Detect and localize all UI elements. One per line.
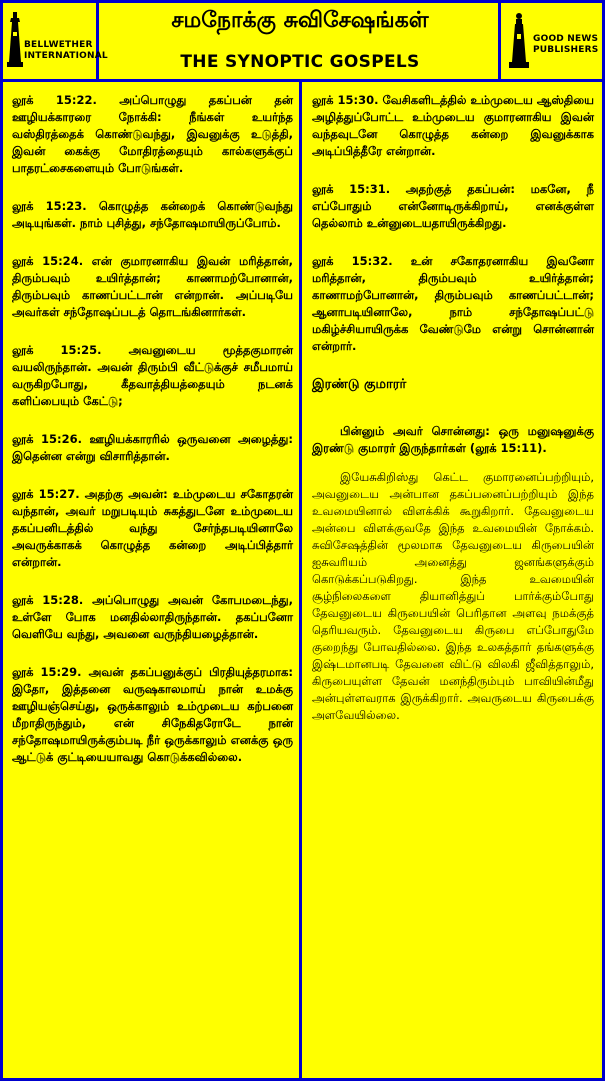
- page-title-tamil: சமநோக்கு சுவிசேஷங்கள்: [171, 8, 429, 33]
- verse-paragraph: லூக் 15:31. அதற்குத் தகப்பன்: மகனே, நீ எப்போதும் என்னோடிருக்கிறாய், எனக்குள்ள தெல்லாம் உன்னுடையதாயிருக்கிறது.: [312, 182, 594, 230]
- verse-paragraph: லூக் 15:29. அவன் தகப்பனுக்குப் பிரதியுத்தரமாக: இதோ, இத்தனை வருஷகாலமாய் நான் உமக்கு ஊழியஞ்செய்து, ஒருக்காலும் உம்முடைய கற்பனை மீறாதிருந்தும், என் சிநேகிதரோடே நான் சந்தோஷமாயிருக்கும்படி நீர் ஒருக்காலும் எனக்கு ஒரு ஆட்டுக் குட்டியையாவது கொடுக்கவில்லை.: [12, 665, 293, 764]
- verse-paragraph: லூக் 15:24. என் குமாரனாகிய இவன் மரித்தான், திரும்பவும் உயிர்த்தான்; காணாமற்போனான், திரும்பவும் காணப்பட்டான் என்றான். அப்படியே அவர்கள் சந்தோஷப்படத் தொடங்கினார்கள்.: [12, 254, 293, 319]
- page-title-english: THE SYNOPTIC GOSPELS: [180, 52, 420, 72]
- header-divider: [0, 79, 605, 82]
- section-heading: இரண்டு குமாரர்: [312, 377, 407, 392]
- verse-paragraph: லூக் 15:26. ஊழியக்காரரில் ஒருவனை அழைத்து: இதென்ன என்று விசாரித்தான்.: [12, 432, 293, 463]
- logo-left-line-2: INTERNATIONAL: [24, 51, 108, 61]
- lighthouse-icon: [507, 12, 531, 72]
- verse-paragraph: லூக் 15:32. உன் சகோதரனாகிய இவனோ மரித்தான், திரும்பவும் உயிர்த்தான்; காணாமற்போனான், திரும்பவும் காணப்பட்டான்; ஆனாபடியினாலே, நாம் சந்தோஷப்பட்டு மகிழ்ச்சியாயிருக்க வேண்டுமே என்று சொன்னான் என்றார்.: [312, 254, 594, 353]
- logo-left-line-1: BELLWETHER: [24, 40, 93, 50]
- top-border: [0, 0, 605, 3]
- bellwether-logo: [4, 6, 108, 74]
- commentary-paragraph: இயேசுகிறிஸ்து கெட்ட குமாரனைப்பற்றியும், அவனுடைய அன்பான தகப்பனைப்பற்றியும் இந்த உவமையினால் விளக்கிக் கூறுகிறார். தேவனுடைய அன்பை விளக்குவதே இந்த உவமையின் நோக்கம். சுவிசேஷத்தின் மூலமாக தேவனுடைய கிருபையின் ஐசுவரியம் அனைத்து ஜனங்களுக்கும் கொடுக்கப்படுகிறது. இந்த உவமையின் சூழ்நிலைகளை தியானித்துப் பார்க்கும்போது தேவனுடைய கிருபையின் பெரிதான அளவு நமக்குத் தெரியவரும். தேவனுடைய கிருபை எப்போதுமே குறைந்து போவதில்லை. இந்த உலகத்தார் தங்களுக்கு இஷ்டமானபடி தேவனை விட்டு விலகி ஜீவித்தாலும், கிருபையுள்ள தேவன் மனந்திரும்பும் பாவியின்மீது அன்புள்ளவராக இருக்கிறார். அவருடைய கிருபைக்கு அளவேயில்லை.: [312, 470, 594, 722]
- left-column: [12, 92, 293, 787]
- verse-paragraph: லூக் 15:27. அதற்கு அவன்: உம்முடைய சகோதரன் வந்தான், அவர் மறுபடியும் சுகத்துடனே உம்முடைய தகப்பனிடத்தில் வந்து சேர்ந்தபடியினாலே அவருக்காகக் கொழுத்த கன்றை அடிப்பித்தார் என்றான்.: [12, 487, 293, 569]
- column-divider: [299, 80, 302, 1080]
- right-column: [312, 92, 594, 724]
- verse-paragraph: லூக் 15:30. வேசிகளிடத்தில் உம்முடைய ஆஸ்தியை அழித்துப்போட்ட உம்முடைய குமாரனாகிய இவன் வந்தவுடனே கொழுத்த கன்றை இவனுக்காக அடிப்பித்தீரே என்றான்.: [312, 93, 594, 158]
- left-border: [0, 0, 3, 1081]
- logo-right-line-1: GOOD NEWS: [533, 34, 599, 44]
- lighthouse-icon: [6, 12, 24, 68]
- verse-paragraph: லூக் 15:22. அப்பொழுது தகப்பன் தன் ஊழியக்காரரை நோக்கி: நீங்கள் உயர்ந்த வஸ்திரத்தைக் கொண்டுவந்து, இவனுக்கு உடுத்தி, இவன் கைக்கு மோதிரத்தையும் கால்களுக்குப் பாதரட்சைகளையும் போடுங்கள்.: [12, 93, 293, 175]
- good-news-logo: [505, 6, 597, 74]
- verse-paragraph: லூக் 15:25. அவனுடைய மூத்தகுமாரன் வயலிருந்தான். அவன் திரும்பி வீட்டுக்குச் சமீபமாய் வருகிறபோது, கீதவாத்தியத்தையும் நடனக் களிப்பையும் கேட்டு;: [12, 343, 293, 408]
- verse-paragraph: லூக் 15:28. அப்பொழுது அவன் கோபமடைந்து, உள்ளே போக மனதில்லாதிருந்தான். தகப்பனோ வெளியே வந்து, அவனை வருந்தியழைத்தான்.: [12, 593, 293, 641]
- intro-paragraph: பின்னும் அவர் சொன்னது: ஒரு மனுஷனுக்கு இரண்டு குமாரர் இருந்தார்கள் (லூக் 15:11).: [312, 424, 594, 455]
- verse-paragraph: லூக் 15:23. கொழுத்த கன்றைக் கொண்டுவந்து அடியுங்கள். நாம் புசித்து, சந்தோஷமாயிருப்போம்.: [12, 199, 293, 230]
- logo-right-line-2: PUBLISHERS: [533, 45, 599, 55]
